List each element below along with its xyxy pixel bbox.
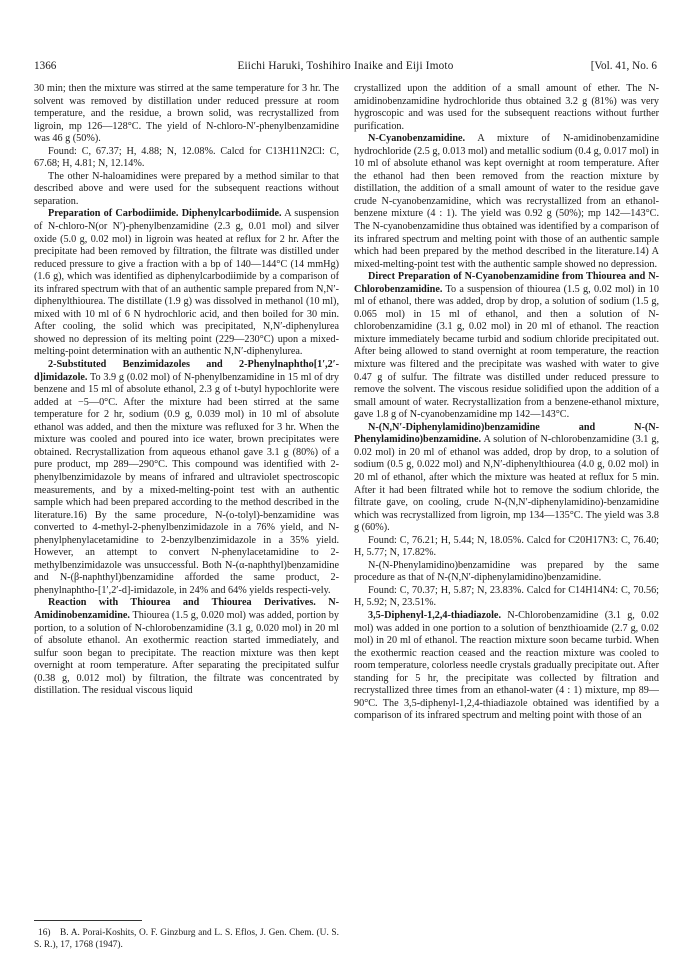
footnote-rule: [34, 920, 142, 921]
footnote-text: B. A. Porai-Koshits, O. F. Ginzburg and L. S. Eflos, J. Gen. Chem. (U. S. S. R.), 17, 1768 (1947).: [34, 928, 339, 950]
page-number: 1366: [34, 60, 57, 72]
paragraph: N-(N-Phenylamidino)benzamidine was prepared by the same procedure as that of N-(N,N′-diphenylamidino)benzamidine.: [354, 559, 659, 584]
section-heading: Direct Preparation of N-Cyanobenzamidine from Thiourea and N-Chlorobenzamidine.: [354, 271, 659, 295]
paragraph: Found: C, 76.21; H, 5.44; N, 18.05%. Calcd for C20H17N3: C, 76.40; H, 5.77; N, 17.82%.: [354, 534, 659, 559]
paragraph: The other N-haloamidines were prepared by a method similar to that described above and were used for the subsequent reactions without separation.: [34, 170, 339, 207]
paragraph: 30 min; then the mixture was stirred at the same temperature for 3 hr. The solvent was removed by distillation under reduced pressure at room temperature, and the residue, a brown solid, was recrystallized from ligroin, mp 126—128°C. The yield of N-chloro-N′-phenylbenzamidine was 46 g (50%).: [34, 83, 339, 145]
section-paragraph: Reaction with Thiourea and Thiourea Derivatives. N-Amidinobenzamidine. Thiourea (1.5 g, 0.020 mol) was added, portion by portion, to a solution of N-chlorobenzamidine (3.1 g, 0.020 mol) in 20 ml of absolute ethanol. An exothermic reaction started immediately, and sulfur soon began to precipitate. The reaction mixture was then kept overnight at room temperature. After separating the precipitated sulfur (0.38 g, 0.012 mol) by filtration, the filtrate was concentrated by distillation. The residual viscous liquid: [34, 597, 339, 697]
header-authors: Eiichi Haruki, Toshihiro Inaike and Eiji Imoto: [237, 60, 454, 72]
section-heading: Reaction with Thiourea and Thiourea Derivatives. N-Amidinobenzamidine.: [34, 597, 339, 621]
running-header: [34, 60, 657, 76]
paragraph: crystallized upon the addition of a small amount of ether. The N-amidinobenzamidine hydrochloride thus obtained 3.2 g (81%) was very hygroscopic and was used for the subsequent reactions without further purification.: [354, 83, 659, 132]
section-paragraph: N-Cyanobenzamidine. A mixture of N-amidinobenzamidine hydrochloride (2.5 g, 0.013 mol) and metallic sodium (0.4 g, 0.017 mol) in 10 ml of absolute ethanol was kept overnight at room temperature. After the ethanol had then been removed from the reaction mixture by distillation, the addition of a small amount of water to the residue gave crude N-cyanobenzamidine, which was recrystallized from an ethanol-benzene mixture (4 : 1). The yield was 0.92 g (50%); mp 142—143°C. The N-cyanobenzamidine thus obtained was identified by a comparison of its infrared spectrum and melting point with those of an authentic sample which had been prepared by the method described in the literature.14) A mixed-melting-point test with the authentic sample showed no depression.: [354, 133, 660, 270]
footnote: [34, 927, 339, 951]
section-paragraph: N-(N,N′-Diphenylamidino)benzamidine and N-(N-Phenylamidino)benzamidine. A solution of N-chlorobenzamidine (3.1 g, 0.02 mol) in 20 ml of ethanol was added, drop by drop, to a solution of sodium (0.5 g, 0.022 mol) and N,N′-diphenylthiourea (4.0 g, 0.02 mol) in 20 ml of ethanol, after which the mixture was heated at reflux for 5 min. After it had been filtrated while hot to remove the sodium chloride, the filtrate gave, on cooling, crude N-(N,N′-diphenylamidino)-benzamidine which was recrystallized from ligroin, mp 134—135°C. The yield was 3.8 g (60%).: [354, 421, 660, 534]
section-paragraph: Direct Preparation of N-Cyanobenzamidine from Thiourea and N-Chlorobenzamidine. To a suspension of thiourea (1.5 g, 0.02 mol) in 10 ml of ethanol, there was added, drop by drop, a solution of sodium (1.5 g, 0.065 mol) in 15 ml of ethanol, and then a solution of N-chlorobenzamidine (3.1 g, 0.02 mol) in 20 ml of ethanol. The reaction mixture immediately became turbid and sodium chloride precipitated out. After being allowed to stand overnight at room temperature, the reaction mixture was filtered and the precipitate was washed with water to give 0.47 g of sulfur. The filtrate was distilled under reduced pressure to remove the solvent. The viscous residue solidified upon the addition of a small amount of water. Recrystallization from a benzene-ethanol mixture, gave 1.8 g of N-cyanobenzamidine mp 142—143°C.: [354, 271, 659, 421]
paragraph: Found: C, 70.37; H, 5.87; N, 23.83%. Calcd for C14H14N4: C, 70.56; H, 5.92; N, 23.51%.: [354, 584, 659, 609]
right-column: [354, 83, 659, 723]
section-heading: N-(N,N′-Diphenylamidino)benzamidine and N-(N-Phenylamidino)benzamidine.: [354, 421, 659, 446]
left-column: [34, 83, 339, 698]
section-paragraph: 3,5-Diphenyl-1,2,4-thiadiazole. N-Chlorobenzamidine (3.1 g, 0.02 mol) was added in one portion to a solution of benzthioamide (2.7 g, 0.02 mol) in 20 ml of ethanol. The reaction mixture soon became turbid. When the exothermic reaction ceased and the reaction mixture was cooled to room temperature, colorless needle crystals gradually precipitate out. After standing for 5 hr, the precipitate was collected by filtration and recrystallized three times from an ethanol-water (4 : 1) mixture, mp 89—90°C. The 3,5-diphenyl-1,2,4-thiadiazole obtained was identified by a comparison of its infrared spectrum and melting point with those of an: [354, 609, 659, 722]
section-heading: 3,5-Diphenyl-1,2,4-thiadiazole.: [368, 609, 502, 621]
paragraph: Found: C, 67.37; H, 4.88; N, 12.08%. Calcd for C13H11N2Cl: C, 67.68; H, 4.81; N, 12.14%.: [34, 145, 339, 170]
section-paragraph: 2-Substituted Benzimidazoles and 2-Phenylnaphtho[1′,2′-d]imidazole. To 3.9 g (0.02 mol) of N-phenylbenzamidine in 15 ml of dry benzene and 15 ml of absolute ethanol, 2.3 g of t-butyl hypochlorite were added at −5—0°C. After the mixture had been stirred at the same temperature for 2 hr, sodium (0.9 g, 0.039 mol) in 10 ml of absolute ethanol was added, and then the mixture was refluxed for 3 hr. When the mixture was cooled and poured into ice water, brown precipitates were obtained. Recrystallization from aqueous ethanol gave 3.1 g (80%) of a pure product, mp 289—290°C. This compound was identified with 2-phenylbenzimidazole by means of infrared and ultraviolet spectroscopic measurements, and by a mixed-melting-point test with an authentic sample which had been prepared according to the method described in the literature.16) By the same procedure, N-(o-tolyl)-benzamidine was converted to 4-methyl-2-phenylbenzimidazole in a 76% yield, and N-phenylphenylacetamidine to 2-benzylbenzimidazole in a 35% yield. However, an attempt to convert N-phenylacetamidine to 2-methylbenzimidazole was unsuccessful. Both N-(α-naphthyl)benzamidine and N-(β-naphthyl)benzamidine afforded the same product, 2-phenylnaphtho-[1′,2′-d]-imidazole, in 24% and 64% yields respecti-vely.: [34, 359, 339, 596]
section-paragraph: Preparation of Carbodiimide. Diphenylcarbodiimide. A suspension of N-chloro-N(or N′)-phenylbenzamidine (2.3 g, 0.01 mol) and silver oxide (5.0 g, 0.02 mol) in ligroin was heated at reflux for 2 hr. After the precipitate had been removed by filtration, the filtrate was distilled under reduced pressure to give a fraction with a bp of 140—144°C (14 mmHg) (1.6 g), which was identified as diphenylcarbodiimide by a comparison of its infrared spectrum with that of an authentic sample prepared from N,N′-diphenylthiourea. The distillate (1.9 g) was dissolved in methanol (10 ml), mixed with 10 ml of 6 N hydrochloric acid, and then boiled for 30 min. After cooling, the solid which was precipitated, N,N′-diphenylurea showed no depression of its melting point (229—230°C) upon a mixed-melting-point determination with an authentic N,N′-diphenylurea.: [34, 208, 339, 358]
section-heading: 2-Substituted Benzimidazoles and 2-Phenylnaphtho[1′,2′-d]imidazole.: [34, 359, 339, 383]
footnote-index: 16): [38, 928, 51, 938]
section-heading: Preparation of Carbodiimide. Diphenylcarbodiimide.: [48, 208, 282, 220]
header-volume: [Vol. 41, No. 6: [590, 60, 657, 72]
section-heading: N-Cyanobenzamidine.: [368, 133, 466, 145]
